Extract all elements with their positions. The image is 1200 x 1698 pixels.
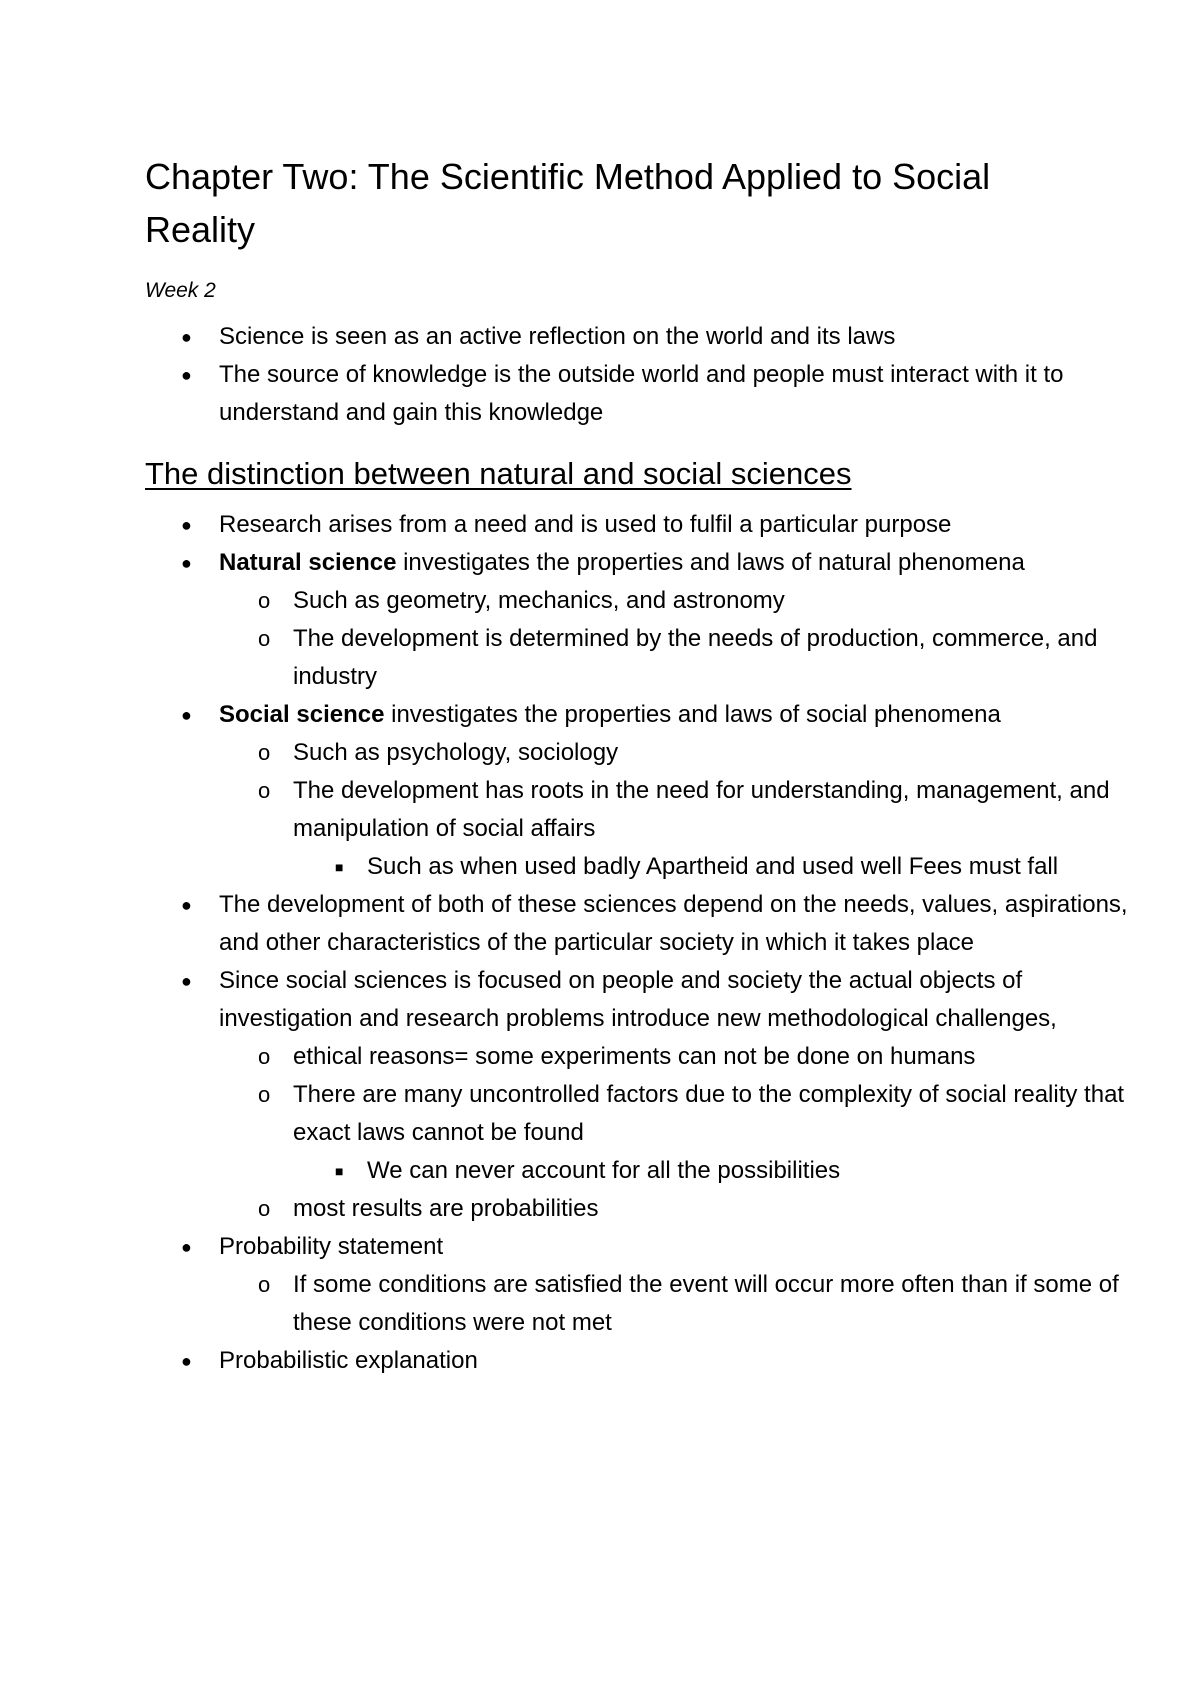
list-item bbox=[145, 1152, 1135, 1190]
list-item bbox=[145, 1342, 1135, 1380]
list-item-text: Since social sciences is focused on people and society the actual objects of investigation and research problems introduce new methodological challenges, bbox=[219, 967, 1057, 1032]
list-item-text: If some conditions are satisfied the event will occur more often than if some of these conditions were not met bbox=[293, 1271, 1119, 1336]
bullet-icon: ● bbox=[181, 705, 192, 725]
list-item-text: Such as geometry, mechanics, and astronomy bbox=[293, 587, 785, 614]
bullet-icon: ● bbox=[181, 971, 192, 991]
list-item bbox=[145, 620, 1135, 696]
bullet-icon: ● bbox=[181, 1351, 192, 1371]
list-item-text: The development of both of these sciences depend on the needs, values, aspirations, and other characteristics of the particular society in which it takes place bbox=[219, 891, 1128, 956]
circle-bullet-icon: o bbox=[258, 1272, 271, 1297]
circle-bullet-icon: o bbox=[258, 1082, 271, 1107]
list-item-text: Such as psychology, sociology bbox=[293, 739, 619, 766]
list-item bbox=[145, 506, 1135, 544]
list-item bbox=[145, 1228, 1135, 1266]
list-item-text: Probabilistic explanation bbox=[219, 1347, 478, 1374]
list-item bbox=[145, 1190, 1135, 1228]
list-item-text: Such as when used badly Apartheid and used well Fees must fall bbox=[367, 853, 1059, 880]
square-bullet-icon: ■ bbox=[335, 1163, 344, 1179]
square-bullet-icon: ■ bbox=[335, 859, 344, 875]
term-natural-science: Natural science bbox=[219, 549, 397, 576]
list-item-text: The development is determined by the needs of production, commerce, and industry bbox=[293, 625, 1098, 690]
list-item-text: The development has roots in the need for understanding, management, and manipulation of social affairs bbox=[293, 777, 1110, 842]
list-item bbox=[145, 848, 1135, 886]
bullet-icon: ● bbox=[181, 553, 192, 573]
list-item bbox=[145, 582, 1135, 620]
term-social-science: Social science bbox=[219, 701, 385, 728]
list-item-text: There are many uncontrolled factors due to the complexity of social reality that exact laws cannot be found bbox=[293, 1081, 1125, 1146]
circle-bullet-icon: o bbox=[258, 1044, 271, 1069]
bullet-icon: ● bbox=[181, 1237, 192, 1257]
list-item-text: investigates the properties and laws of natural phenomena bbox=[396, 549, 1025, 576]
list-item-text: Science is seen as an active reflection on the world and its laws bbox=[219, 323, 896, 350]
list-item-text: Probability statement bbox=[219, 1233, 444, 1260]
circle-bullet-icon: o bbox=[258, 778, 271, 803]
bullet-icon: ● bbox=[181, 515, 192, 535]
bullet-icon: ● bbox=[181, 895, 192, 915]
list-item bbox=[145, 356, 1135, 432]
list-item-text: We can never account for all the possibilities bbox=[367, 1157, 841, 1184]
week-label: Week 2 bbox=[145, 279, 216, 302]
list-item-text: The source of knowledge is the outside world and people must interact with it to understand and gain this knowledge bbox=[219, 361, 1064, 426]
list-item-text: Research arises from a need and is used to fulfil a particular purpose bbox=[219, 511, 952, 538]
list-item-text: most results are probabilities bbox=[293, 1195, 599, 1222]
list-item-text: ethical reasons= some experiments can not be done on humans bbox=[293, 1043, 976, 1070]
list-item bbox=[145, 962, 1135, 1038]
list-item bbox=[145, 318, 1135, 356]
list-item bbox=[145, 886, 1135, 962]
list-item bbox=[145, 1266, 1135, 1342]
bullet-icon: ● bbox=[181, 365, 192, 385]
list-item bbox=[145, 734, 1135, 772]
circle-bullet-icon: o bbox=[258, 740, 271, 765]
page-title: Chapter Two: The Scientific Method Applied to Social Reality bbox=[145, 156, 991, 250]
intro-list bbox=[145, 318, 1135, 432]
bullet-icon: ● bbox=[181, 327, 192, 347]
list-item-text: investigates the properties and laws of social phenomena bbox=[384, 701, 1001, 728]
list-item bbox=[145, 696, 1135, 734]
circle-bullet-icon: o bbox=[258, 588, 271, 613]
list-item bbox=[145, 1038, 1135, 1076]
section-heading: The distinction between natural and social sciences bbox=[145, 456, 852, 491]
circle-bullet-icon: o bbox=[258, 1196, 271, 1221]
circle-bullet-icon: o bbox=[258, 626, 271, 651]
list-item bbox=[145, 544, 1135, 582]
section-list bbox=[145, 506, 1135, 1380]
list-item bbox=[145, 1076, 1135, 1152]
list-item bbox=[145, 772, 1135, 848]
